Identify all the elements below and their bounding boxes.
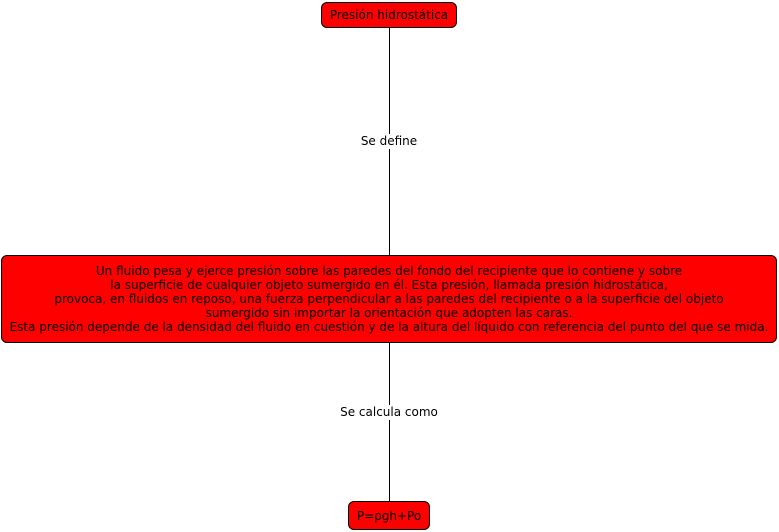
definition-line: provoca, en fluidos en reposo, una fuerza perpendicular a las paredes del recipiente o a la superficie del objeto [54,292,724,306]
link-label-define: Se define [360,134,418,148]
concept-node-title[interactable] [321,2,457,28]
definition-line: Un fluido pesa y ejerce presión sobre las paredes del fondo del recipiente que lo contiene y sobre [95,264,683,278]
concept-node-title-text: Presión hidrostática [329,8,449,22]
concept-node-formula[interactable] [348,501,430,530]
definition-line: sumergido sin importar la orientación que adopten las caras. [205,306,573,320]
link-label-calculate: Se calcula como [340,405,438,419]
definition-line: Esta presión depende de la densidad del fluido en cuestión y de la altura del líquido con referencia del punto del que se mida. [9,320,769,334]
connector-line-calculate [389,342,390,502]
concept-node-definition[interactable] [1,255,777,343]
concept-node-formula-text: P=ρgh+Po [356,508,422,523]
definition-line: la superficie de cualquier objeto sumergido en él. Esta presión, llamada presión hidrostática, [110,278,668,292]
